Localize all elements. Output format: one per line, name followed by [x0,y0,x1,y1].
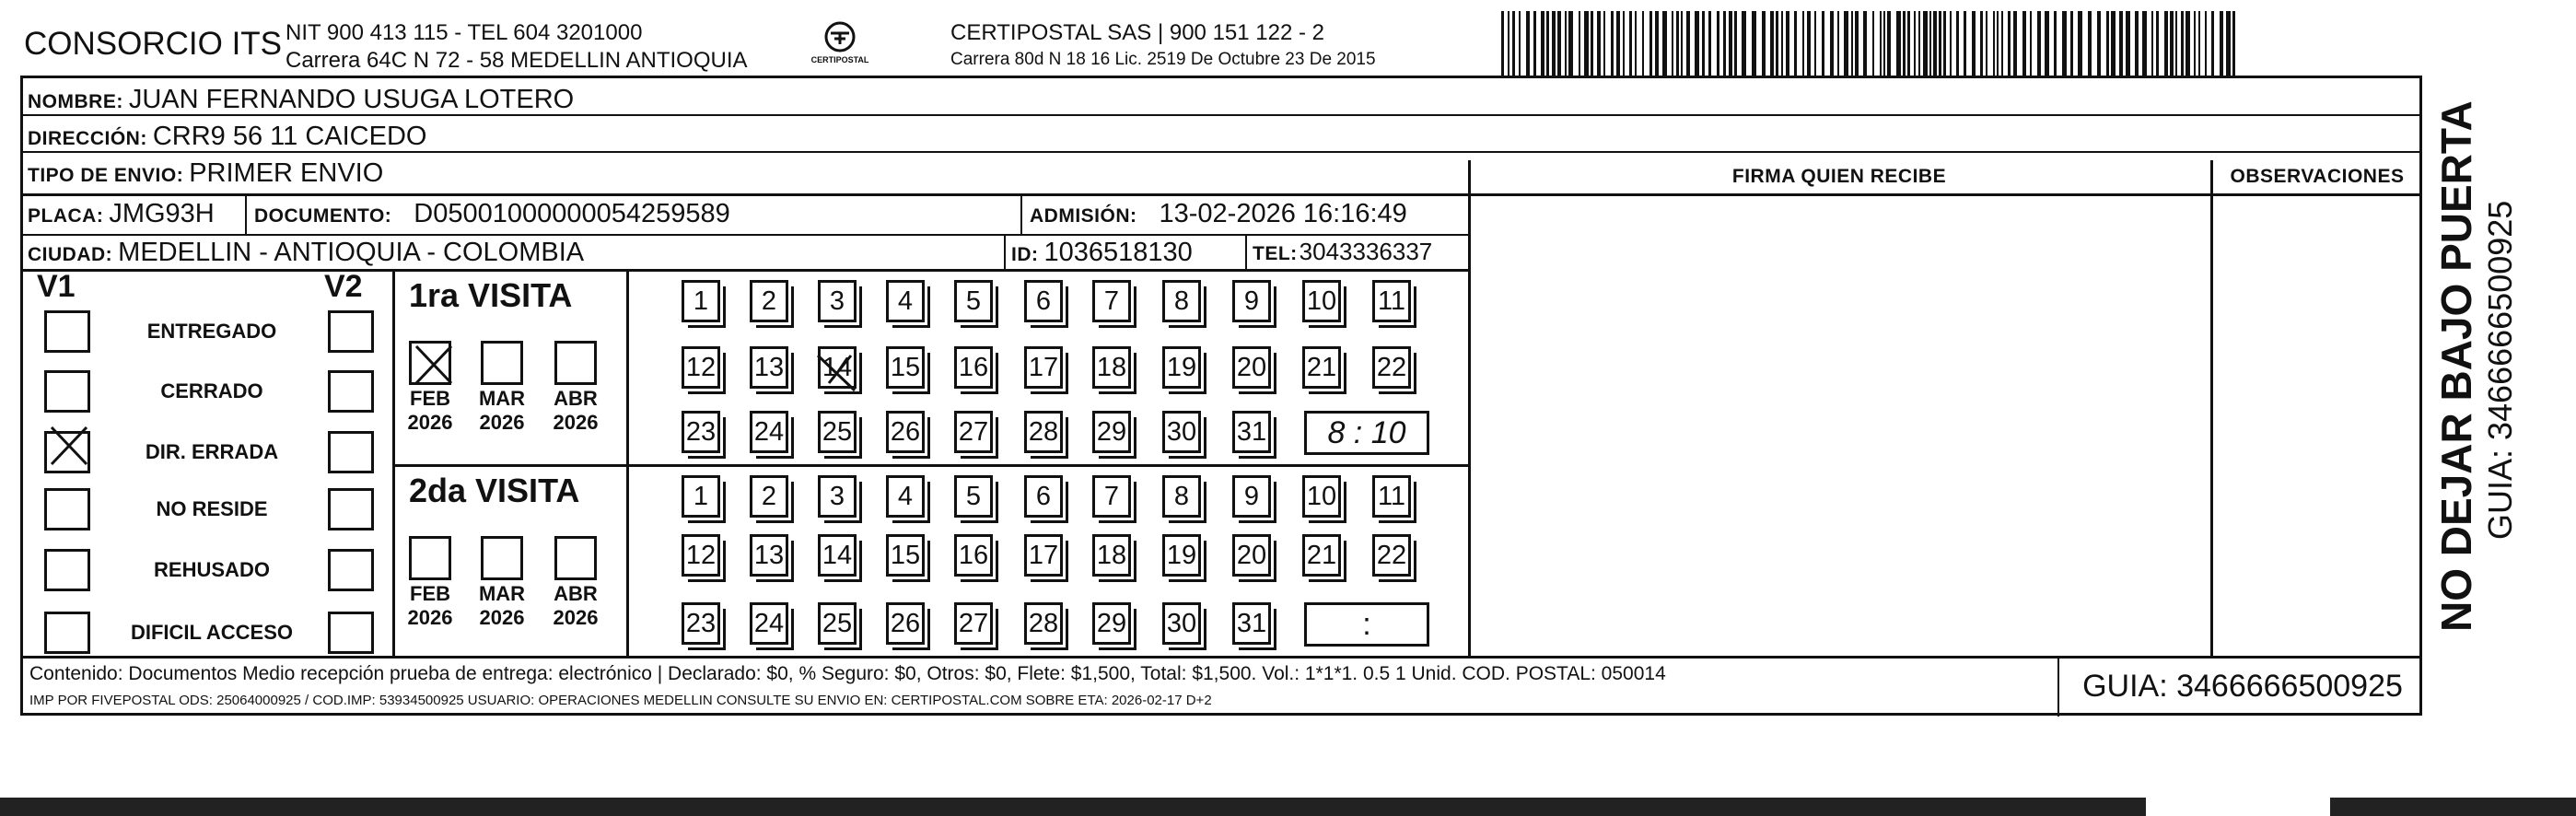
day-box[interactable]: 10 [1302,280,1341,322]
barcode-bar [1723,11,1726,76]
barcode-bar [1964,11,1966,76]
barcode-bar [1519,11,1521,76]
day-box[interactable]: 30 [1162,602,1201,645]
handwritten-cross-dir-errada [46,422,94,470]
v2-checkbox[interactable] [328,488,374,530]
barcode-bar [1662,11,1667,76]
tipo-envio-label: TIPO DE ENVIO: [28,165,184,186]
day-box[interactable]: 5 [954,475,993,518]
day-box[interactable]: 31 [1232,602,1271,645]
direccion-row [28,122,426,152]
day-box[interactable]: 26 [886,411,925,453]
barcode-bar [2111,11,2116,76]
day-box[interactable]: 9 [1232,475,1271,518]
no-dejar-bajo-puerta: NO DEJAR BAJO PUERTA [2432,100,2480,632]
month-checkbox[interactable] [409,536,451,580]
status-label: NO RESIDE [156,497,268,520]
barcode-bar [2001,11,2003,76]
barcode-bar [1972,11,1976,76]
month-label [401,387,460,435]
barcode-bar [2062,11,2067,76]
day-box[interactable]: 5 [954,280,993,322]
v2-label: V2 [324,269,363,304]
day-box[interactable]: 19 [1162,534,1201,577]
barcode-bar [1702,11,1705,76]
barcode-bar [1851,11,1853,76]
barcode-bar [1776,11,1778,76]
barcode-bar [2013,11,2017,76]
barcode-bar [1734,11,1737,76]
barcode-bar [1872,11,1874,76]
placa-value: JMG93H [109,199,215,228]
status-label: ENTREGADO [146,320,277,343]
barcode-bar [1579,11,1580,76]
month-year: 2026 [479,606,525,629]
barcode-bar [2194,11,2196,76]
v2-checkbox[interactable] [328,370,374,413]
barcode-bar [1929,11,1931,76]
barcode-bar [1541,11,1544,76]
barcode-bar [1623,11,1625,76]
day-box[interactable]: 16 [954,534,993,577]
barcode-bar [1814,11,1816,76]
barcode-bar [1552,11,1556,76]
side-warning [2431,98,2520,632]
v1-checkbox[interactable] [44,549,90,591]
day-box[interactable]: 8 [1162,280,1201,322]
barcode-bar [1616,11,1620,76]
barcode-bar [2054,11,2057,76]
day-box[interactable]: 24 [750,602,788,645]
barcode-bar [2186,11,2190,76]
v2-checkbox[interactable] [328,310,374,353]
barcode-bar [1997,11,1999,76]
footer-guia: GUIA: 3466666500925 [2082,669,2403,704]
barcode-bar [1923,11,1928,76]
day-box[interactable]: 7 [1092,475,1131,518]
barcode-bar [1672,11,1673,76]
barcode-bar [2008,11,2011,76]
tel-label: TEL: [1253,243,1298,264]
direccion-label: DIRECCIÓN: [28,128,147,149]
day-box[interactable]: 16 [954,346,993,389]
barcode-bar [2226,11,2231,76]
admision-value: 13-02-2026 16:16:49 [1159,199,1407,228]
barcode-bar [1855,11,1859,76]
barcode-bar [2106,11,2109,76]
day-box[interactable]: 12 [682,346,720,389]
day-box[interactable]: 12 [682,534,720,577]
ciudad-label: CIUDAD: [28,244,113,265]
placa-label: PLACA: [28,205,104,227]
barcode-bar [1568,11,1573,76]
barcode-bar [1914,11,1916,76]
barcode-bar [1729,11,1732,76]
day-box[interactable]: 15 [886,346,925,389]
barcode-bar [2045,11,2049,76]
day-box[interactable]: 23 [682,602,720,645]
month-name: ABR [554,582,598,605]
barcode-bar [1883,11,1885,76]
status-label: DIR. ERRADA [145,440,279,463]
barcode-bar [1717,11,1719,76]
ciudad-value: MEDELLIN - ANTIOQUIA - COLOMBIA [118,238,585,267]
month-year: 2026 [407,411,453,434]
barcode-bar [2030,11,2032,76]
day-box[interactable]: 21 [1302,534,1341,577]
v1-checkbox[interactable] [44,488,90,530]
day-box[interactable]: 9 [1232,280,1271,322]
barcode-bar [1591,11,1593,76]
day-box[interactable]: 13 [750,346,788,389]
barcode-bar [2198,11,2200,76]
day-box[interactable]: 13 [750,534,788,577]
firma-header: FIRMA QUIEN RECIBE [1731,166,1947,187]
barcode-bar [2164,11,2168,76]
day-box[interactable]: 11 [1372,475,1411,518]
tipo-envio-value: PRIMER ENVIO [189,158,384,188]
day-box[interactable]: 30 [1162,411,1201,453]
month-name: FEB [410,387,450,410]
barcode-bar [1933,11,1937,76]
barcode-bar [1907,11,1910,76]
v2-checkbox[interactable] [328,431,374,473]
barcode-bar [2156,11,2159,76]
barcode-bar [1629,11,1632,76]
barcode-bar [2070,11,2073,76]
day-box[interactable]: 1 [682,475,720,518]
company-name: CONSORCIO ITS [24,26,283,62]
day-box[interactable]: 11 [1372,280,1411,322]
day-box[interactable]: 22 [1372,534,1411,577]
day-box[interactable]: 28 [1024,602,1063,645]
logo-text: CERTIPOSTAL [810,55,869,64]
barcode-bar [1512,11,1515,76]
barcode-bar [2142,11,2147,76]
barcode-bar [2170,11,2174,76]
status-label: CERRADO [160,379,263,402]
documento-row [254,199,730,229]
barcode-bar [2175,11,2177,76]
barcode-bar [1708,11,1711,76]
barcode-bar [1993,11,1995,76]
barcode-bar [2151,11,2153,76]
day-box[interactable]: 28 [1024,411,1063,453]
day-box[interactable]: 1 [682,280,720,322]
admision-label: ADMISIÓN: [1030,205,1137,227]
barcode-bar [2232,11,2235,76]
status-label: DIFICIL ACCESO [130,621,293,644]
day-box[interactable]: 18 [1092,534,1131,577]
day-box[interactable]: 21 [1302,346,1341,389]
day-box[interactable]: 25 [818,411,857,453]
barcode-bar [2181,11,2184,76]
barcode-bar [1863,11,1867,76]
second-visit-title: 2da VISITA [409,472,580,509]
month-label [472,582,531,630]
id-row [1011,238,1193,268]
barcode-bar [1802,11,1804,76]
barcode-bar [1896,11,1901,76]
barcode-bar [1822,11,1824,76]
barcode-bar [1781,11,1783,76]
month-name: ABR [554,387,598,410]
admision-row [1030,199,1407,229]
nombre-value: JUAN FERNANDO USUGA LOTERO [128,85,575,114]
barcode-bar [1956,11,1959,76]
nombre-label: NOMBRE: [28,91,123,112]
observaciones-header: OBSERVACIONES [2230,166,2405,187]
day-box[interactable]: 2 [750,280,788,322]
month-year: 2026 [553,606,599,629]
day-box[interactable]: 29 [1092,602,1131,645]
day-box[interactable]: 4 [886,475,925,518]
barcode-bar [1880,11,1882,76]
barcode-bar [2205,11,2207,76]
barcode-bar [1501,11,1504,76]
documento-value: D05001000000054259589 [414,199,730,228]
barcode-bar [2097,11,2101,76]
id-value: 1036518130 [1043,238,1193,267]
day-box[interactable]: 8 [1162,475,1201,518]
nombre-row [28,85,574,115]
barcode-bar [1584,11,1589,76]
barcode-bar [1844,11,1848,76]
ciudad-row [28,238,584,268]
barcode-bar [1695,11,1699,76]
day-box[interactable]: 26 [886,602,925,645]
side-guia: GUIA: 3466666500925 [2481,200,2519,540]
month-label [546,582,605,630]
month-name: FEB [410,582,450,605]
day-box[interactable]: 27 [954,411,993,453]
barcode-bar [1655,11,1659,76]
barcode-bar [2037,11,2041,76]
barcode-bar [1887,11,1891,76]
day-box[interactable]: 20 [1232,346,1271,389]
barcode-bar [2119,11,2123,76]
day-box[interactable]: 14 [818,346,857,389]
day-box[interactable]: 15 [886,534,925,577]
month-year: 2026 [407,606,453,629]
barcode-bar [1762,11,1766,76]
v1-label: V1 [37,269,76,304]
barcode-bar [1611,11,1614,76]
barcode-bar [1533,11,1536,76]
v2-checkbox[interactable] [328,549,374,591]
day-box[interactable]: 23 [682,411,720,453]
barcode-bar [1649,11,1652,76]
day-box[interactable]: 24 [750,411,788,453]
month-checkbox[interactable] [481,536,523,580]
v2-checkbox[interactable] [328,612,374,654]
day-box[interactable]: 29 [1092,411,1131,453]
barcode-bar [1546,11,1549,76]
handwritten-cross-feb [411,341,459,389]
day-box[interactable]: 18 [1092,346,1131,389]
barcode-bar [2220,11,2223,76]
day-box[interactable]: 25 [818,602,857,645]
barcode-bar [1508,11,1509,76]
barcode-bar [1943,11,1946,76]
day-box[interactable]: 7 [1092,280,1131,322]
month-label [546,387,605,435]
direccion-value: CRR9 56 11 CAICEDO [152,122,427,151]
carrier-name: CERTIPOSTAL SAS | 900 151 122 - 2 [950,20,1324,45]
company-nit: NIT 900 413 115 - TEL 604 3201000 [286,20,643,45]
time-box[interactable]: : [1304,602,1429,647]
v1-checkbox[interactable] [44,370,90,413]
day-box[interactable]: 6 [1024,475,1063,518]
barcode-bar [1770,11,1774,76]
placa-row [28,199,215,229]
month-year: 2026 [479,411,525,434]
day-box[interactable]: 2 [750,475,788,518]
day-box[interactable]: 19 [1162,346,1201,389]
scan-edge-gap [2146,798,2330,816]
barcode-bar [1980,11,1983,76]
barcode-bar [1526,11,1530,76]
month-name: MAR [478,582,526,605]
status-label: REHUSADO [154,558,270,581]
day-box[interactable]: 22 [1372,346,1411,389]
barcode-bar [1903,11,1906,76]
month-checkbox[interactable] [481,341,523,385]
month-name: MAR [478,387,526,410]
barcode-bar [1597,11,1601,76]
v1-checkbox[interactable] [44,612,90,654]
barcode-bar [1837,11,1839,76]
barcode-bar [2078,11,2082,76]
day-box[interactable]: 17 [1024,346,1063,389]
barcode-bar [2022,11,2026,76]
barcode-bar [1918,11,1920,76]
barcode-bar [1635,11,1637,76]
handwritten-strike-14 [814,350,862,398]
id-label: ID: [1011,244,1039,265]
barcode-bar [2126,11,2130,76]
barcode-bar [1939,11,1941,76]
barcode-bar [1565,11,1567,76]
time-box[interactable]: 8 : 10 [1304,411,1429,455]
barcode-bar [2211,11,2214,76]
barcode-bar [1642,11,1644,76]
month-year: 2026 [553,411,599,434]
day-box[interactable]: 10 [1302,475,1341,518]
day-box[interactable]: 20 [1232,534,1271,577]
barcode-bar [1676,11,1679,76]
barcode-bar [2135,11,2139,76]
first-visit-title: 1ra VISITA [409,276,573,314]
barcode-bar [1742,11,1746,76]
documento-label: DOCUMENTO: [254,205,392,227]
barcode-bar [1830,11,1834,76]
company-address: Carrera 64C N 72 - 58 MEDELLIN ANTIOQUIA [286,48,748,73]
day-box[interactable]: 31 [1232,411,1271,453]
month-checkbox[interactable] [554,536,597,580]
tel-value: 3043336337 [1299,238,1433,265]
carrier-address: Carrera 80d N 18 16 Lic. 2519 De Octubre 23 De 2015 [950,50,1376,69]
day-box[interactable]: 3 [818,475,857,518]
barcode [1501,11,2238,76]
day-box[interactable]: 17 [1024,534,1063,577]
barcode-bar [1686,11,1690,76]
tipo-envio-row [28,158,383,189]
barcode-bar [1752,11,1756,76]
contenido-line: Contenido: Documentos Medio recepción prueba de entrega: electrónico | Declarado: $0, % Seguro: $0, Otros: $0, Flete: $1,500, Total: $1,500. Vol.: 1*1*1. 0.5 1 Unid. COD. POSTAL: 050014 [29,663,1666,684]
v1-checkbox[interactable] [44,310,90,353]
day-box[interactable]: 3 [818,280,857,322]
barcode-bar [1950,11,1952,76]
barcode-bar [1986,11,1987,76]
barcode-bar [1786,11,1789,76]
month-checkbox[interactable] [554,341,597,385]
day-box[interactable]: 6 [1024,280,1063,322]
tel-row [1253,238,1432,266]
barcode-bar [1557,11,1561,76]
barcode-bar [1681,11,1683,76]
month-label [401,582,460,630]
imp-line: IMP POR FIVEPOSTAL ODS: 25064000925 / COD.IMP: 53934500925 USUARIO: OPERACIONES MEDELLIN CONSULTE SU ENVIO EN: CERTIPOSTAL.COM SOBRE ETA: 2026-02-17 D+2 [29,693,1212,708]
barcode-bar [1794,11,1797,76]
barcode-bar [2088,11,2092,76]
day-box[interactable]: 14 [818,534,857,577]
day-box[interactable]: 4 [886,280,925,322]
day-box[interactable]: 27 [954,602,993,645]
month-label [472,387,531,435]
certipostal-logo [810,20,869,74]
barcode-bar [1807,11,1811,76]
barcode-bar [1603,11,1605,76]
